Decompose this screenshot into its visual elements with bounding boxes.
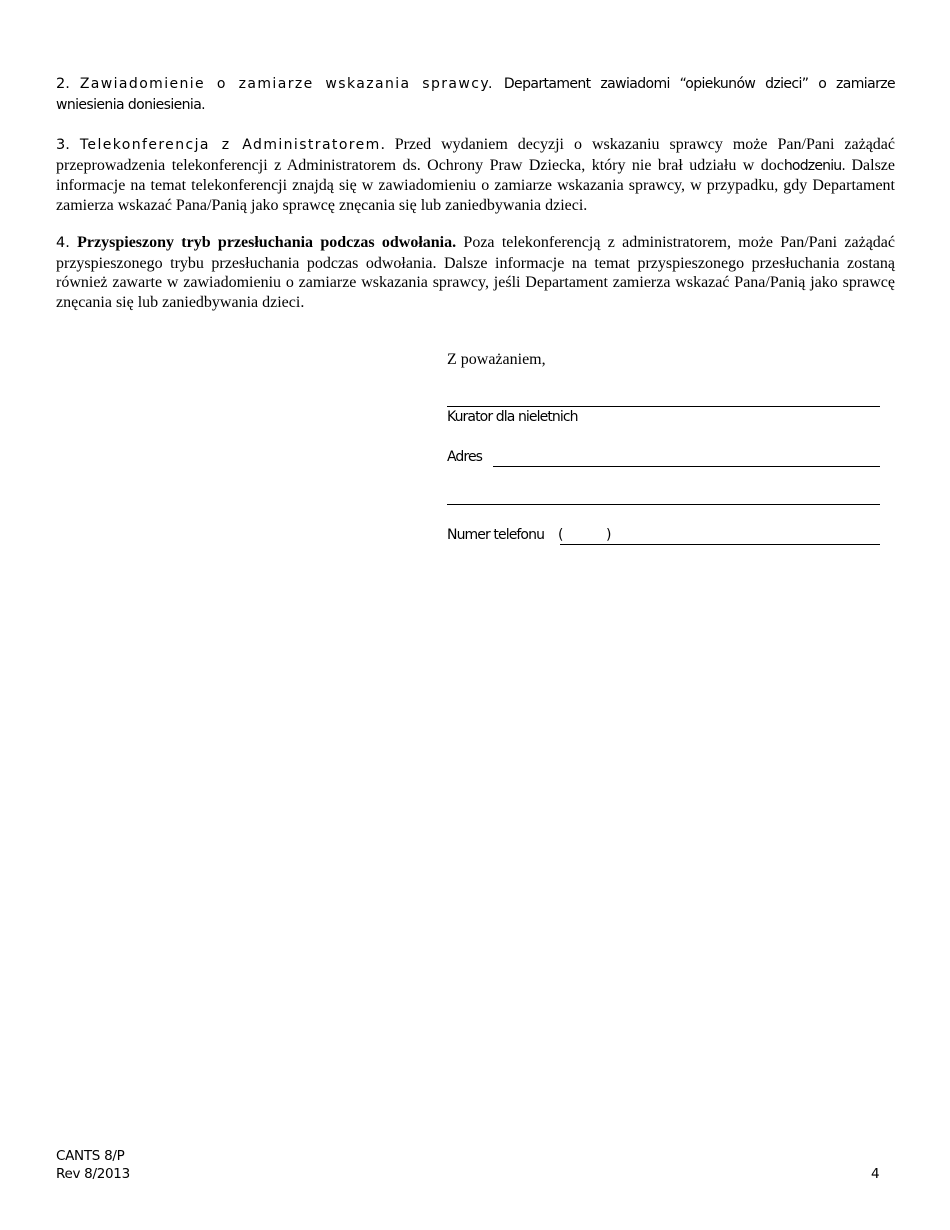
- item-3-number: 3.: [56, 137, 70, 153]
- item-3-body-part-1: . Przed wydaniem decyzji o wskazaniu sprawcy może Pan/Pani zażądać przeprowadzenia telekonferencji z Administratorem ds. Ochrony Praw Dziecka, który nie brał udziału w doc: [56, 136, 896, 174]
- phone-label: Numer telefonu: [447, 527, 545, 543]
- page-number: 4: [871, 1166, 880, 1182]
- address-line-1: [493, 466, 880, 467]
- form-revision: Rev 8/2013: [56, 1166, 130, 1182]
- item-3-body-part-3: Dalsze informacje na temat telekonferencji znajdą się w zawiadomieniu o zamiarze wskazania sprawcy, w przypadku, gdy Departament zamierza wskazać Pana/Panią jako sprawcę znęcania się lub zaniedbywania dzieci.: [56, 156, 896, 214]
- item-2-paragraph: [56, 74, 895, 115]
- curator-label: Kurator dla nieletnich: [447, 409, 578, 425]
- item-2-heading: Zawiadomienie o zamiarze wskazania sprawcy.: [79, 76, 494, 92]
- item-3-heading: Telekonferencja z Administratorem: [79, 137, 381, 153]
- item-2-number: 2.: [56, 76, 70, 92]
- address-line-2: [447, 504, 880, 505]
- address-label: Adres: [447, 449, 483, 465]
- item-3-paragraph: [56, 135, 895, 215]
- item-2-body: Departament zawiadomi “opiekunów dzieci” o zamiarze wniesienia doniesienia.: [56, 76, 895, 113]
- phone-area-code-open: (: [558, 527, 564, 543]
- item-4-heading: Przyspieszony tryb przesłuchania podczas odwołania.: [77, 234, 457, 251]
- form-code: CANTS 8/P: [56, 1148, 125, 1164]
- item-4-number: 4.: [56, 235, 70, 251]
- phone-line: [560, 544, 880, 545]
- item-3-body-part-2: hodzeniu.: [783, 157, 846, 174]
- item-4-body: Poza telekonferencją z administratorem, może Pan/Pani zażądać przyspieszonego trybu przesłuchania podczas odwołania. Dalsze informacje na temat przyspieszonego przesłuchania zostaną również zawarte w zawiadomieniu o zamiarze wskazania sprawcy, jeśli Departament zamierza wskazać Pana/Panią jako sprawcę znęcania się lub zaniedbywania dzieci.: [56, 234, 896, 311]
- phone-area-code-close: ): [606, 527, 612, 543]
- closing-salutation: Z poważaniem,: [447, 351, 546, 368]
- item-4-paragraph: [56, 233, 895, 312]
- signature-line: [447, 406, 880, 407]
